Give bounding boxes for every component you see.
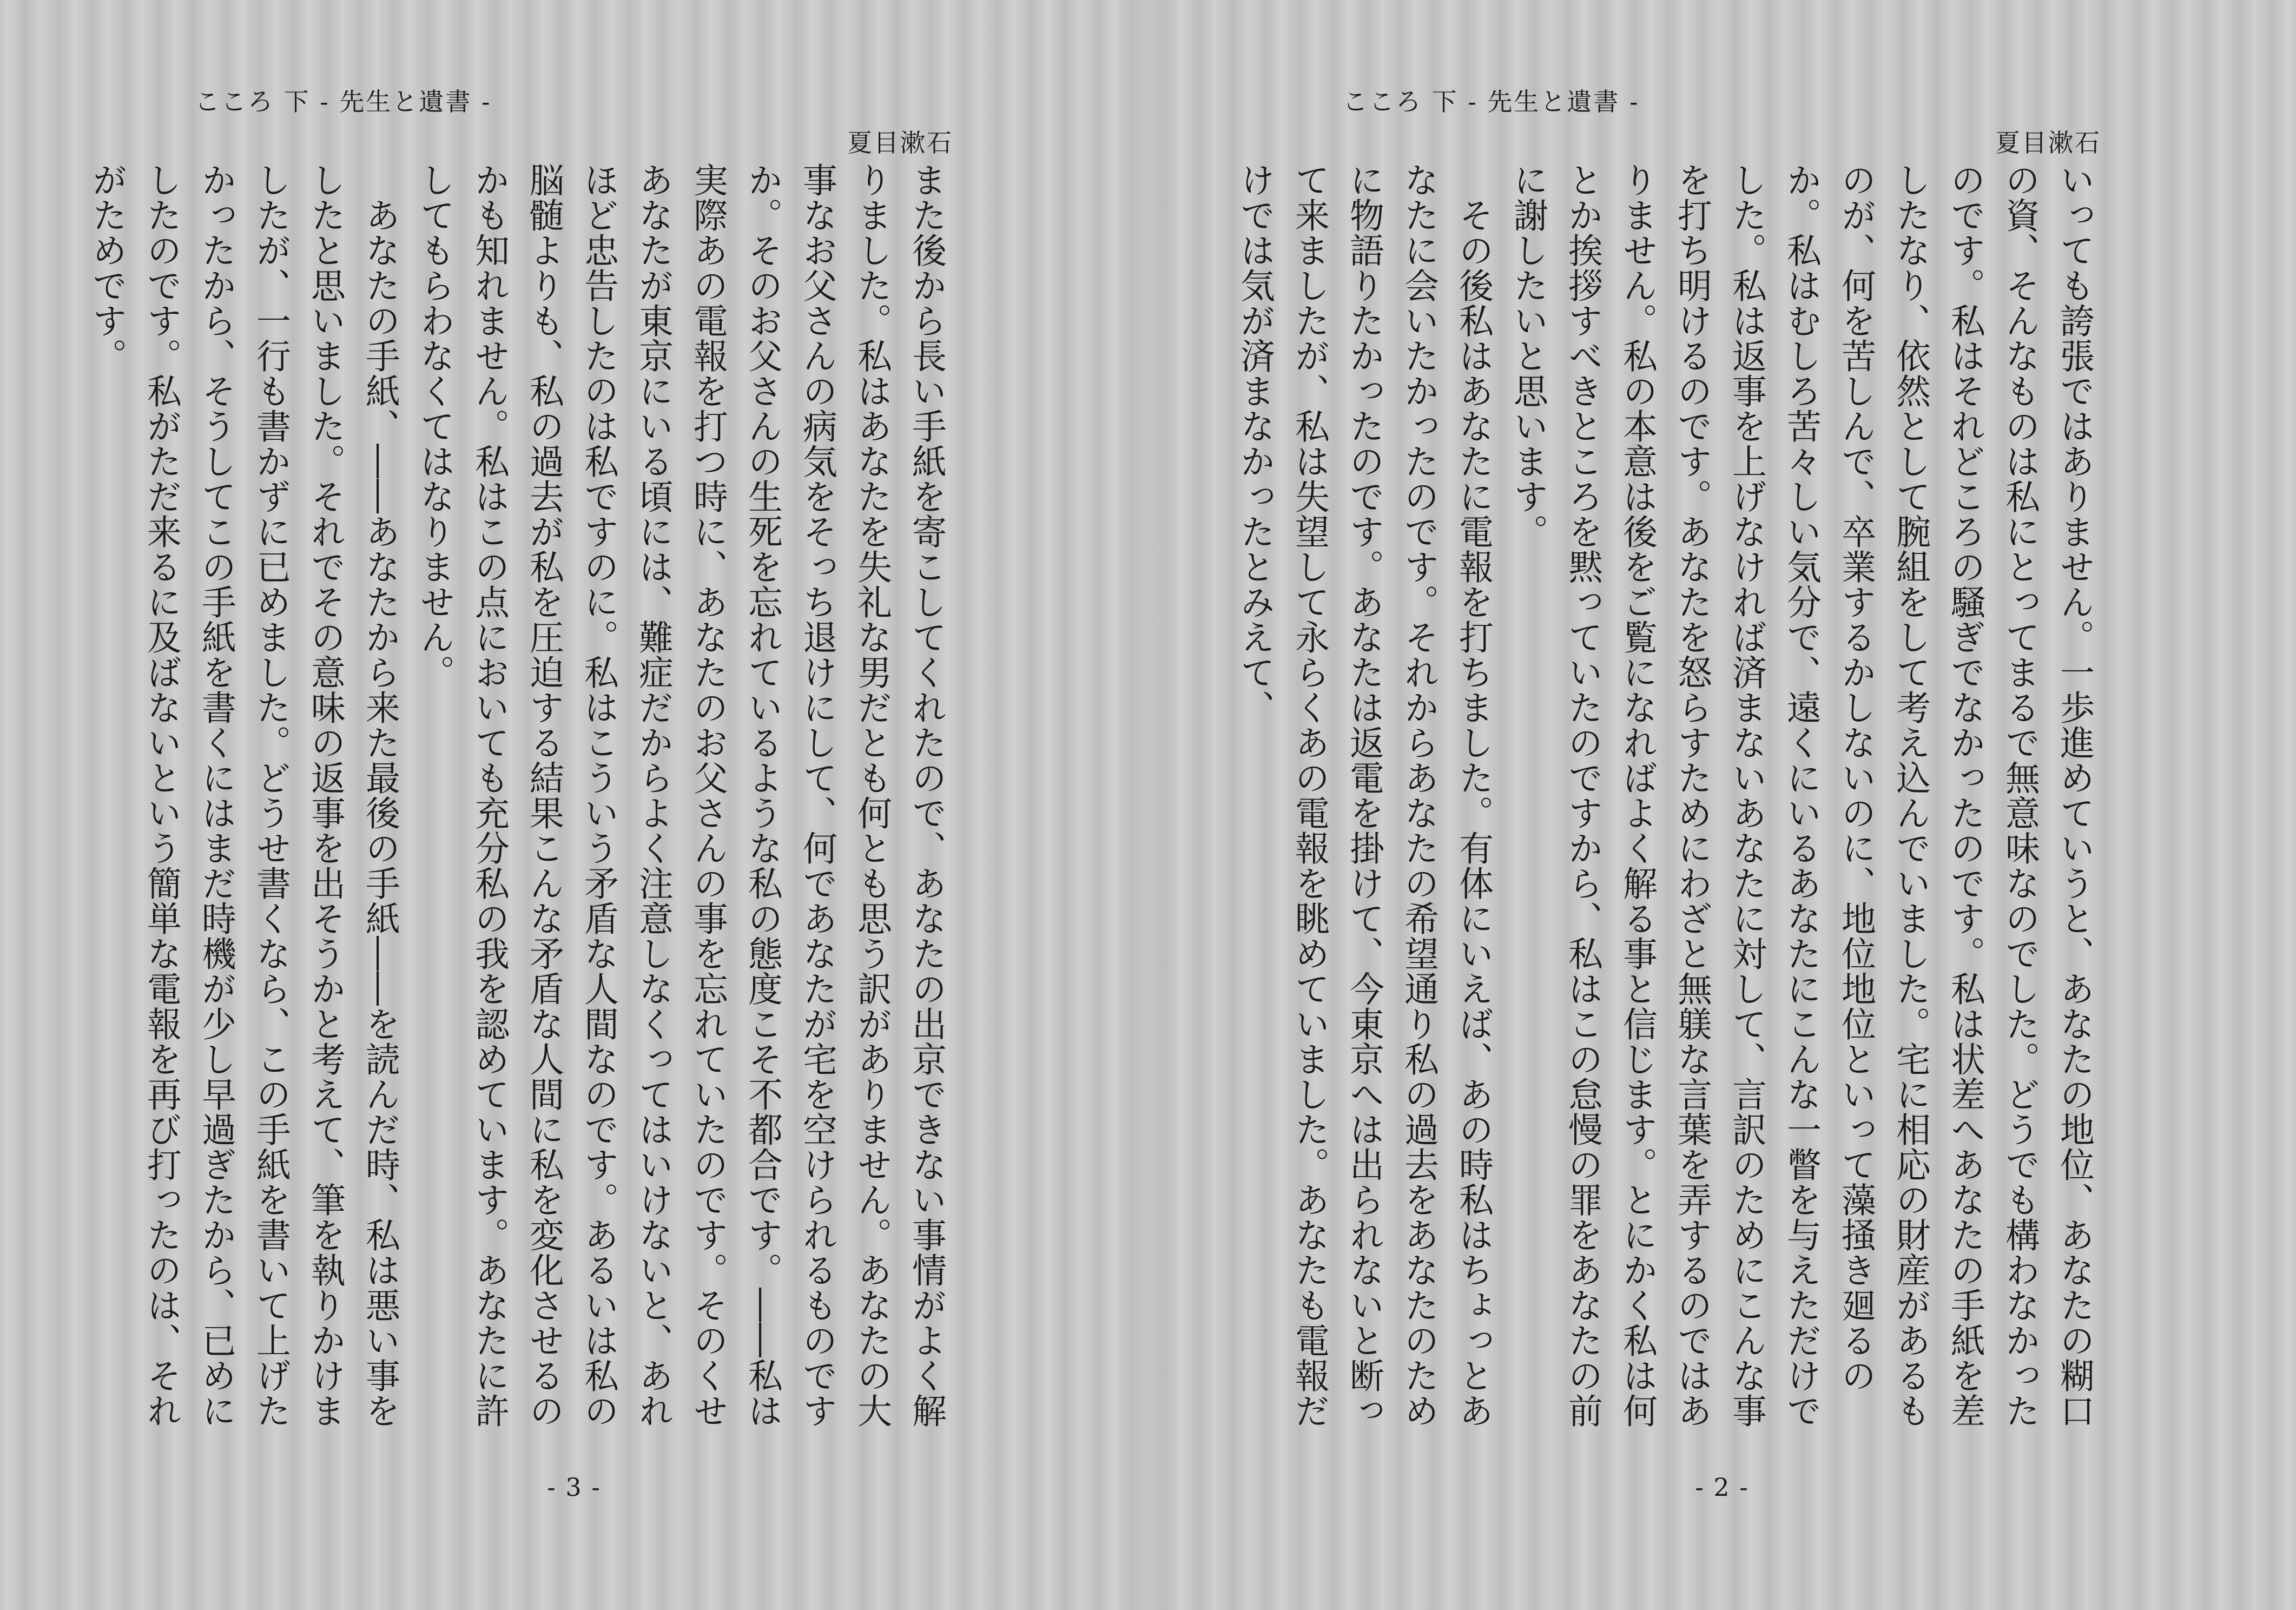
author-name: 夏目漱石 (1995, 128, 2101, 157)
running-title: こころ 下 - 先生と遺書 - (195, 87, 492, 116)
page-number: - 2 - (1695, 1473, 1749, 1502)
paragraph: いっても誇張ではありません。一歩進めていうと、あなたの地位、あなたの糊口の資、そんなものは私にとってまるで無意味なのでした。どうでも構わなかったのです。私はそれどころの騒ぎでなかったのです。私は状差へあなたの手紙を差したなり、依然として腕組をして考え込んでいました。宅に相応の財産があるものが、何を苦しんで、卒業するかしないのに、地位地位といって藻掻き廻るのか。私はむしろ苦々しい気分で、遠くにいるあなたにこんな一瞥を与えただけでした。私は返事を上げなければ済まないあなたに対して、言訳のためにこんな事を打ち明けるのです。あなたを怒らすためにわざと無躾な言葉を弄するのではありません。私の本意は後をご覧になればよく解る事と信じます。とにかく私は何とか挨拶すべきところを黙っていたのですから、私はこの怠慢の罪をあなたの前に謝したいと思います。 (1508, 162, 2094, 1428)
body-text (1235, 162, 2101, 1450)
running-title: こころ 下 - 先生と遺書 - (1343, 87, 1640, 116)
author-name: 夏目漱石 (847, 128, 953, 157)
right-page (1148, 0, 2296, 1610)
paragraph: また後から長い手紙を寄こしてくれたので、あなたの出京できない事情がよく解りました。私はあなたを失礼な男だとも何とも思う訳がありません。あなたの大事なお父さんの病気をそっち退けにして、何であなたが宅を空けられるものですか。そのお父さんの生死を忘れているような私の態度こそ不都合です。――私は実際あの電報を打つ時に、あなたのお父さんの事を忘れていたのです。そのくせあなたが東京にいる頃には、難症だからよく注意しなくってはいけないと、あれほど忠告したのは私ですのに。私はこういう矛盾な人間なのです。あるいは私の脳髄よりも、私の過去が私を圧迫する結果こんな矛盾な人間に私を変化させるのかも知れません。私はこの点においても充分私の我を認めています。あなたに許してもらわなくてはなりません。 (414, 162, 946, 1428)
paragraph: あなたの手紙、――あなたから来た最後の手紙――を読んだ時、私は悪い事をしたと思いました。それでその意味の返事を出そうかと考えて、筆を執りかけましたが、一行も書かずに已めました。どうせ書くなら、この手紙を書いて上げたかったから、そうしてこの手紙を書くにはまだ時機が少し早過ぎたから、已めにしたのです。私がただ来るに及ばないという簡単な電報を再び打ったのは、それがためです。 (87, 162, 400, 1428)
page-number: - 3 - (547, 1473, 601, 1502)
paragraph: その後私はあなたに電報を打ちました。有体にいえば、あの時私はちょっとあなたに会いたかったのです。それからあなたの希望通り私の過去をあなたのために物語りたかったのです。あなたは返電を掛けて、今東京へは出られないと断って来ましたが、私は失望して永らくあの電報を眺めていました。あなたも電報だけでは気が済まなかったとみえて、 (1235, 162, 1493, 1428)
body-text (87, 162, 953, 1450)
